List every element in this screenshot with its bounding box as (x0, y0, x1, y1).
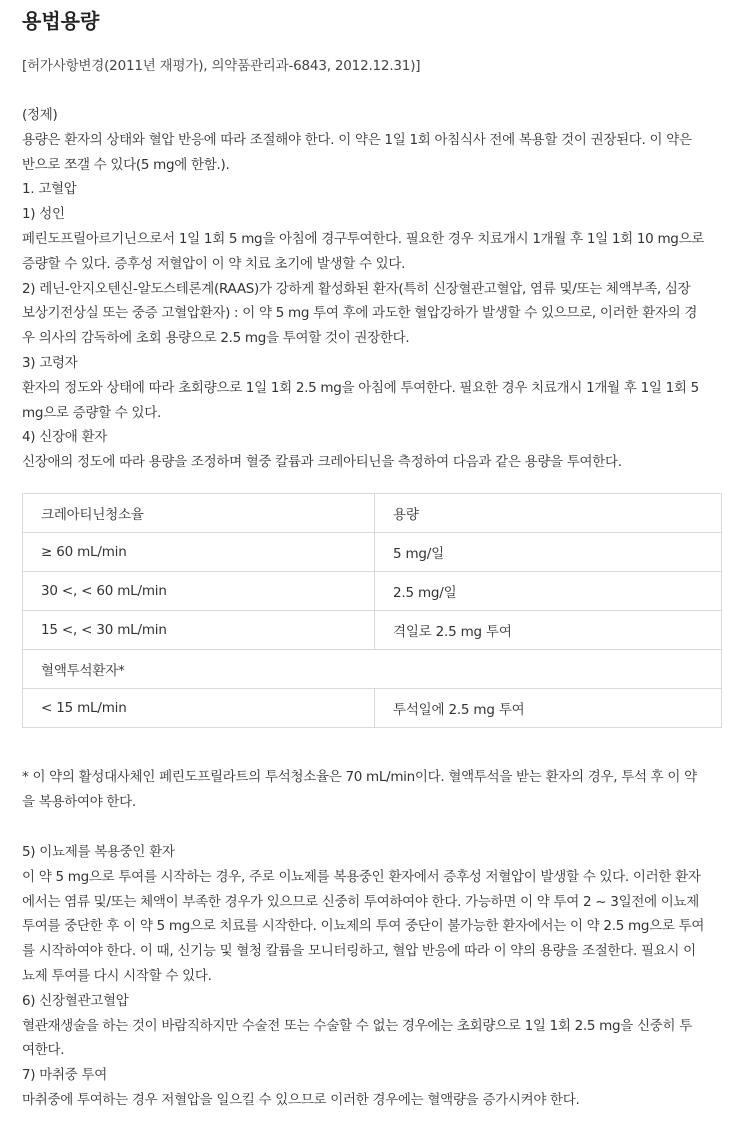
table-footnote (22, 765, 728, 815)
text-line: 이 약 5 mg으로 투여를 시작하는 경우, 주로 이뇨제를 복용중인 환자에서 증후성 저혈압이 발생할 수 있다. 이러한 환자 (22, 868, 701, 885)
table-row (23, 689, 722, 728)
text-line: 페린도프릴아르기닌으로서 1일 1회 5 mg을 아침에 경구투여한다. 필요한 경우 치료개시 1개월 후 1일 1회 10 mg으로 (22, 230, 705, 247)
table-row (23, 572, 722, 611)
section-heading: 1. 고혈압 (22, 181, 77, 198)
table-cell: 15 <, < 30 mL/min (23, 611, 375, 650)
text-line: 마취중에 투여하는 경우 저혈압을 일으킬 수 있으므로 이러한 경우에는 혈액량을 증가시켜야 한다. (22, 1091, 580, 1108)
text-line: 반으로 쪼갤 수 있다(5 mg에 한함.). (22, 156, 230, 173)
additional-section (22, 840, 728, 1113)
page-title: 용법용량 (22, 9, 100, 33)
text-line: 혈관재생술을 하는 것이 바람직하지만 수술전 또는 수술할 수 없는 경우에는 초회량으로 1일 1회 2.5 mg을 신중히 투 (22, 1017, 692, 1034)
text-line: 여한다. (22, 1042, 65, 1059)
intro-section (22, 103, 728, 475)
table-cell: 투석일에 2.5 mg 투여 (375, 689, 722, 728)
revision-note: [허가사항변경(2011년 재평가), 의약품관리과-6843, 2012.12.31)] (22, 58, 421, 74)
table-cell: 30 <, < 60 mL/min (23, 572, 375, 611)
text-line: (정제) (22, 107, 58, 123)
subsection-heading: 3) 고령자 (22, 354, 78, 371)
table-row (23, 533, 722, 572)
text-line: 용량은 환자의 상태와 혈압 반응에 따라 조절해야 한다. 이 약은 1일 1회 아침식사 전에 복용할 것이 권장된다. 이 약은 (22, 131, 692, 148)
table-cell: 격일로 2.5 mg 투여 (375, 611, 722, 650)
text-line: 를 시작하여야 한다. 이 때, 신기능 및 혈청 칼륨을 모니터링하고, 혈압 반응에 따라 이 약의 용량을 조절한다. 필요시 이 (22, 943, 696, 960)
table-cell: 2.5 mg/일 (375, 572, 722, 611)
text-line: 환자의 정도와 상태에 따라 초회량으로 1일 1회 2.5 mg을 아침에 투여한다. 필요한 경우 치료개시 1개월 후 1일 1회 5 (22, 379, 699, 396)
text-line: 우 의사의 감독하에 초회 용량으로 2.5 mg을 투여할 것이 권장한다. (22, 330, 410, 347)
subsection-heading: 1) 성인 (22, 206, 65, 223)
text-line: 에서는 염류 및/또는 체액이 부족한 경우가 있으므로 신중히 투여하여야 한다. 가능하면 이 약 투여 2 ~ 3일전에 이뇨제 (22, 893, 700, 910)
subsection-heading: 2) 레닌-안지오텐신-알도스테론계(RAAS)가 강하게 활성화된 환자(특히 신장혈관고혈압, 염류 및/또는 체액부족, 심장 (22, 280, 691, 297)
text-line: 뇨제 투여를 다시 시작할 수 있다. (22, 967, 212, 984)
table-row (23, 650, 722, 689)
subsection-heading: 6) 신장혈관고혈압 (22, 992, 129, 1009)
table-row (23, 611, 722, 650)
table-cell: 5 mg/일 (375, 533, 722, 572)
table-header-cell: 크레아티닌청소율 (23, 494, 375, 533)
text-line: 증량할 수 있다. 증후성 저혈압이 이 약 치료 초기에 발생할 수 있다. (22, 255, 406, 272)
text-line: 보상기전상실 또는 중증 고혈압환자) : 이 약 5 mg 투여 후에 과도한 혈압강하가 발생할 수 있으므로, 이러한 환자의 경 (22, 305, 698, 322)
table-cell: 혈액투석환자* (23, 650, 722, 689)
text-line: 투여를 중단한 후 이 약 5 mg으로 치료를 시작한다. 이뇨제의 투여 중단이 불가능한 환자에서는 이 약 2.5 mg으로 투여 (22, 918, 705, 935)
table-cell: < 15 mL/min (23, 689, 375, 728)
subsection-heading: 5) 이뇨제를 복용중인 환자 (22, 844, 175, 860)
subsection-heading: 7) 마취중 투여 (22, 1067, 107, 1084)
text-line: mg으로 증량할 수 있다. (22, 404, 162, 421)
table-header-row (23, 494, 722, 533)
subsection-heading: 4) 신장애 환자 (22, 429, 107, 446)
dosage-table (22, 493, 722, 728)
text-line: * 이 약의 활성대사체인 페린도프릴라트의 투석청소율은 70 mL/min이다. 혈액투석을 받는 환자의 경우, 투석 후 이 약 (22, 769, 697, 785)
table-header-cell: 용량 (375, 494, 722, 533)
text-line: 을 복용하여야 한다. (22, 793, 136, 810)
table-cell: ≥ 60 mL/min (23, 533, 375, 572)
text-line: 신장애의 정도에 따라 용량을 조정하며 혈중 칼륨과 크레아티닌을 측정하여 다음과 같은 용량을 투여한다. (22, 454, 622, 471)
